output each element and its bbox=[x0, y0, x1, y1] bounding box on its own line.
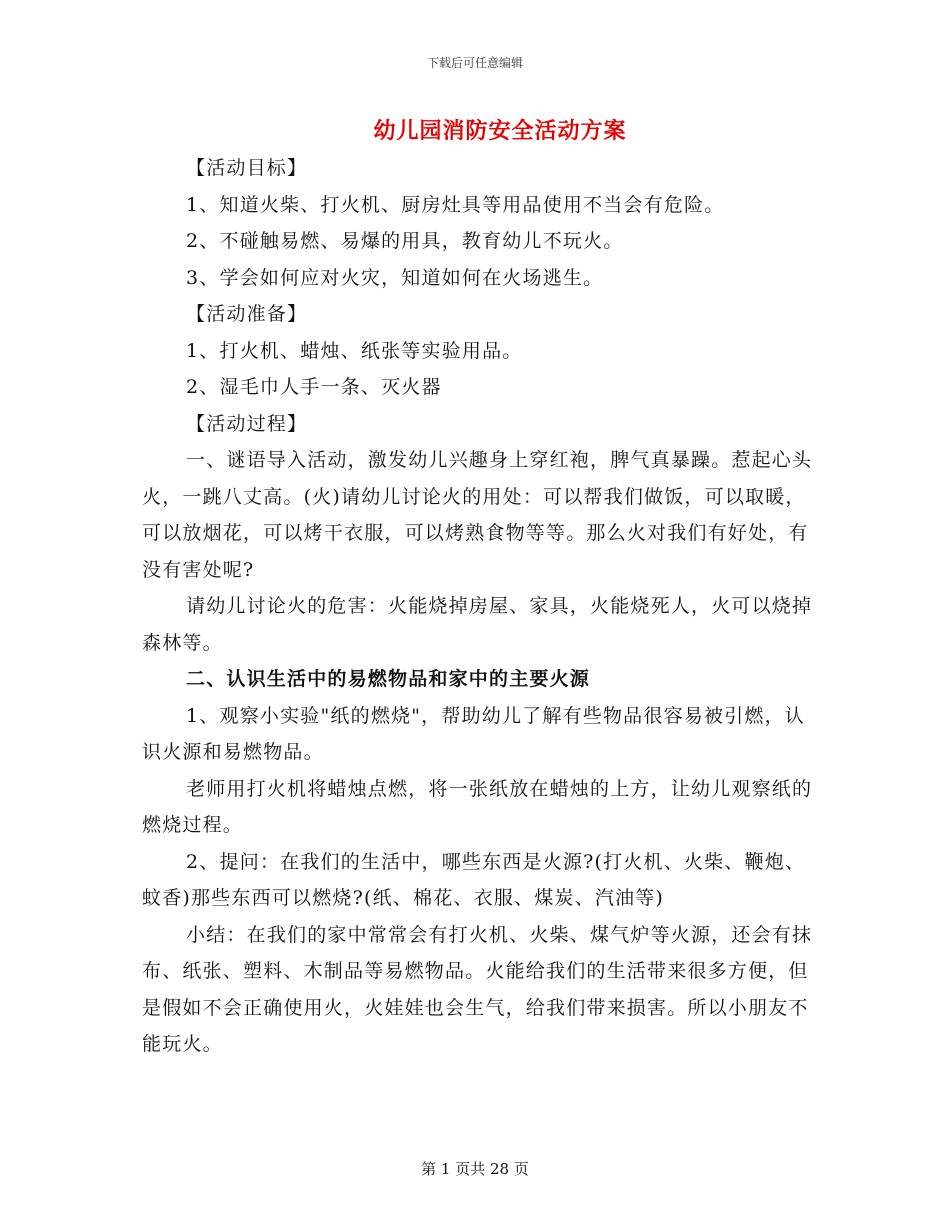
section-heading-preparation: 【活动准备】 bbox=[186, 303, 308, 325]
header-note: 下载后可任意编辑 bbox=[426, 56, 523, 70]
section-heading-process: 【活动过程】 bbox=[186, 412, 308, 435]
goal-item-3: 3、学会如何应对火灾，知道如何在火场逃生。 bbox=[186, 266, 604, 289]
question-paragraph: 2、提问：在我们的生活中，哪些东西是火源?(打火机、火柴、鞭炮、蚊香)那些东西可以燃烧?(纸、棉花、衣服、煤炭、汽油等) bbox=[142, 850, 806, 909]
page-number: 第 1 页共 28 页 bbox=[421, 1160, 529, 1178]
fire-hazard-discussion: 请幼儿讨论火的危害：火能烧掉房屋、家具，火能烧死人，火可以烧掉森林等。 bbox=[142, 595, 813, 654]
document-title: 幼儿园消防安全活动方案 bbox=[373, 118, 627, 144]
teacher-demo-paragraph: 老师用打火机将蜡烛点燃，将一张纸放在蜡烛的上方，让幼儿观察纸的燃烧过程。 bbox=[142, 777, 813, 836]
document-body bbox=[142, 150, 822, 1063]
summary-paragraph: 小结：在我们的家中常常会有打火机、火柴、煤气炉等火源，还会有抹布、纸张、塑料、木制品等易燃物品。火能给我们的生活带来很多方便，但是假如不会正确使用火，火娃娃也会生气，给我们带来损害。所以小朋友不能玩火。 bbox=[142, 923, 813, 1055]
goal-item-2: 2、不碰触易燃、易爆的用具，教育幼儿不玩火。 bbox=[186, 230, 624, 252]
goal-item-1: 1、知道火柴、打火机、厨房灶具等用品使用不当会有危险。 bbox=[186, 193, 725, 216]
process-step-2-heading: 二、认识生活中的易燃物品和家中的主要火源 bbox=[186, 668, 591, 690]
preparation-item-2: 2、湿毛巾人手一条、灭火器 bbox=[186, 376, 442, 398]
section-heading-goals: 【活动目标】 bbox=[186, 157, 308, 179]
process-step-1: 一、谜语导入活动，激发幼儿兴趣身上穿红袍，脾气真暴躁。惹起心头火，一跳八丈高。(火)请幼儿讨论火的用处：可以帮我们做饭，可以取暖，可以放烟花，可以烤干衣服，可以烤熟食物等等。那么火对我们有好处，有没有害处呢? bbox=[142, 449, 813, 581]
preparation-item-1: 1、打火机、蜡烛、纸张等实验用品。 bbox=[186, 339, 523, 362]
experiment-paragraph: 1、观察小实验"纸的燃烧"，帮助幼儿了解有些物品很容易被引燃，认识火源和易燃物品。 bbox=[142, 704, 805, 763]
